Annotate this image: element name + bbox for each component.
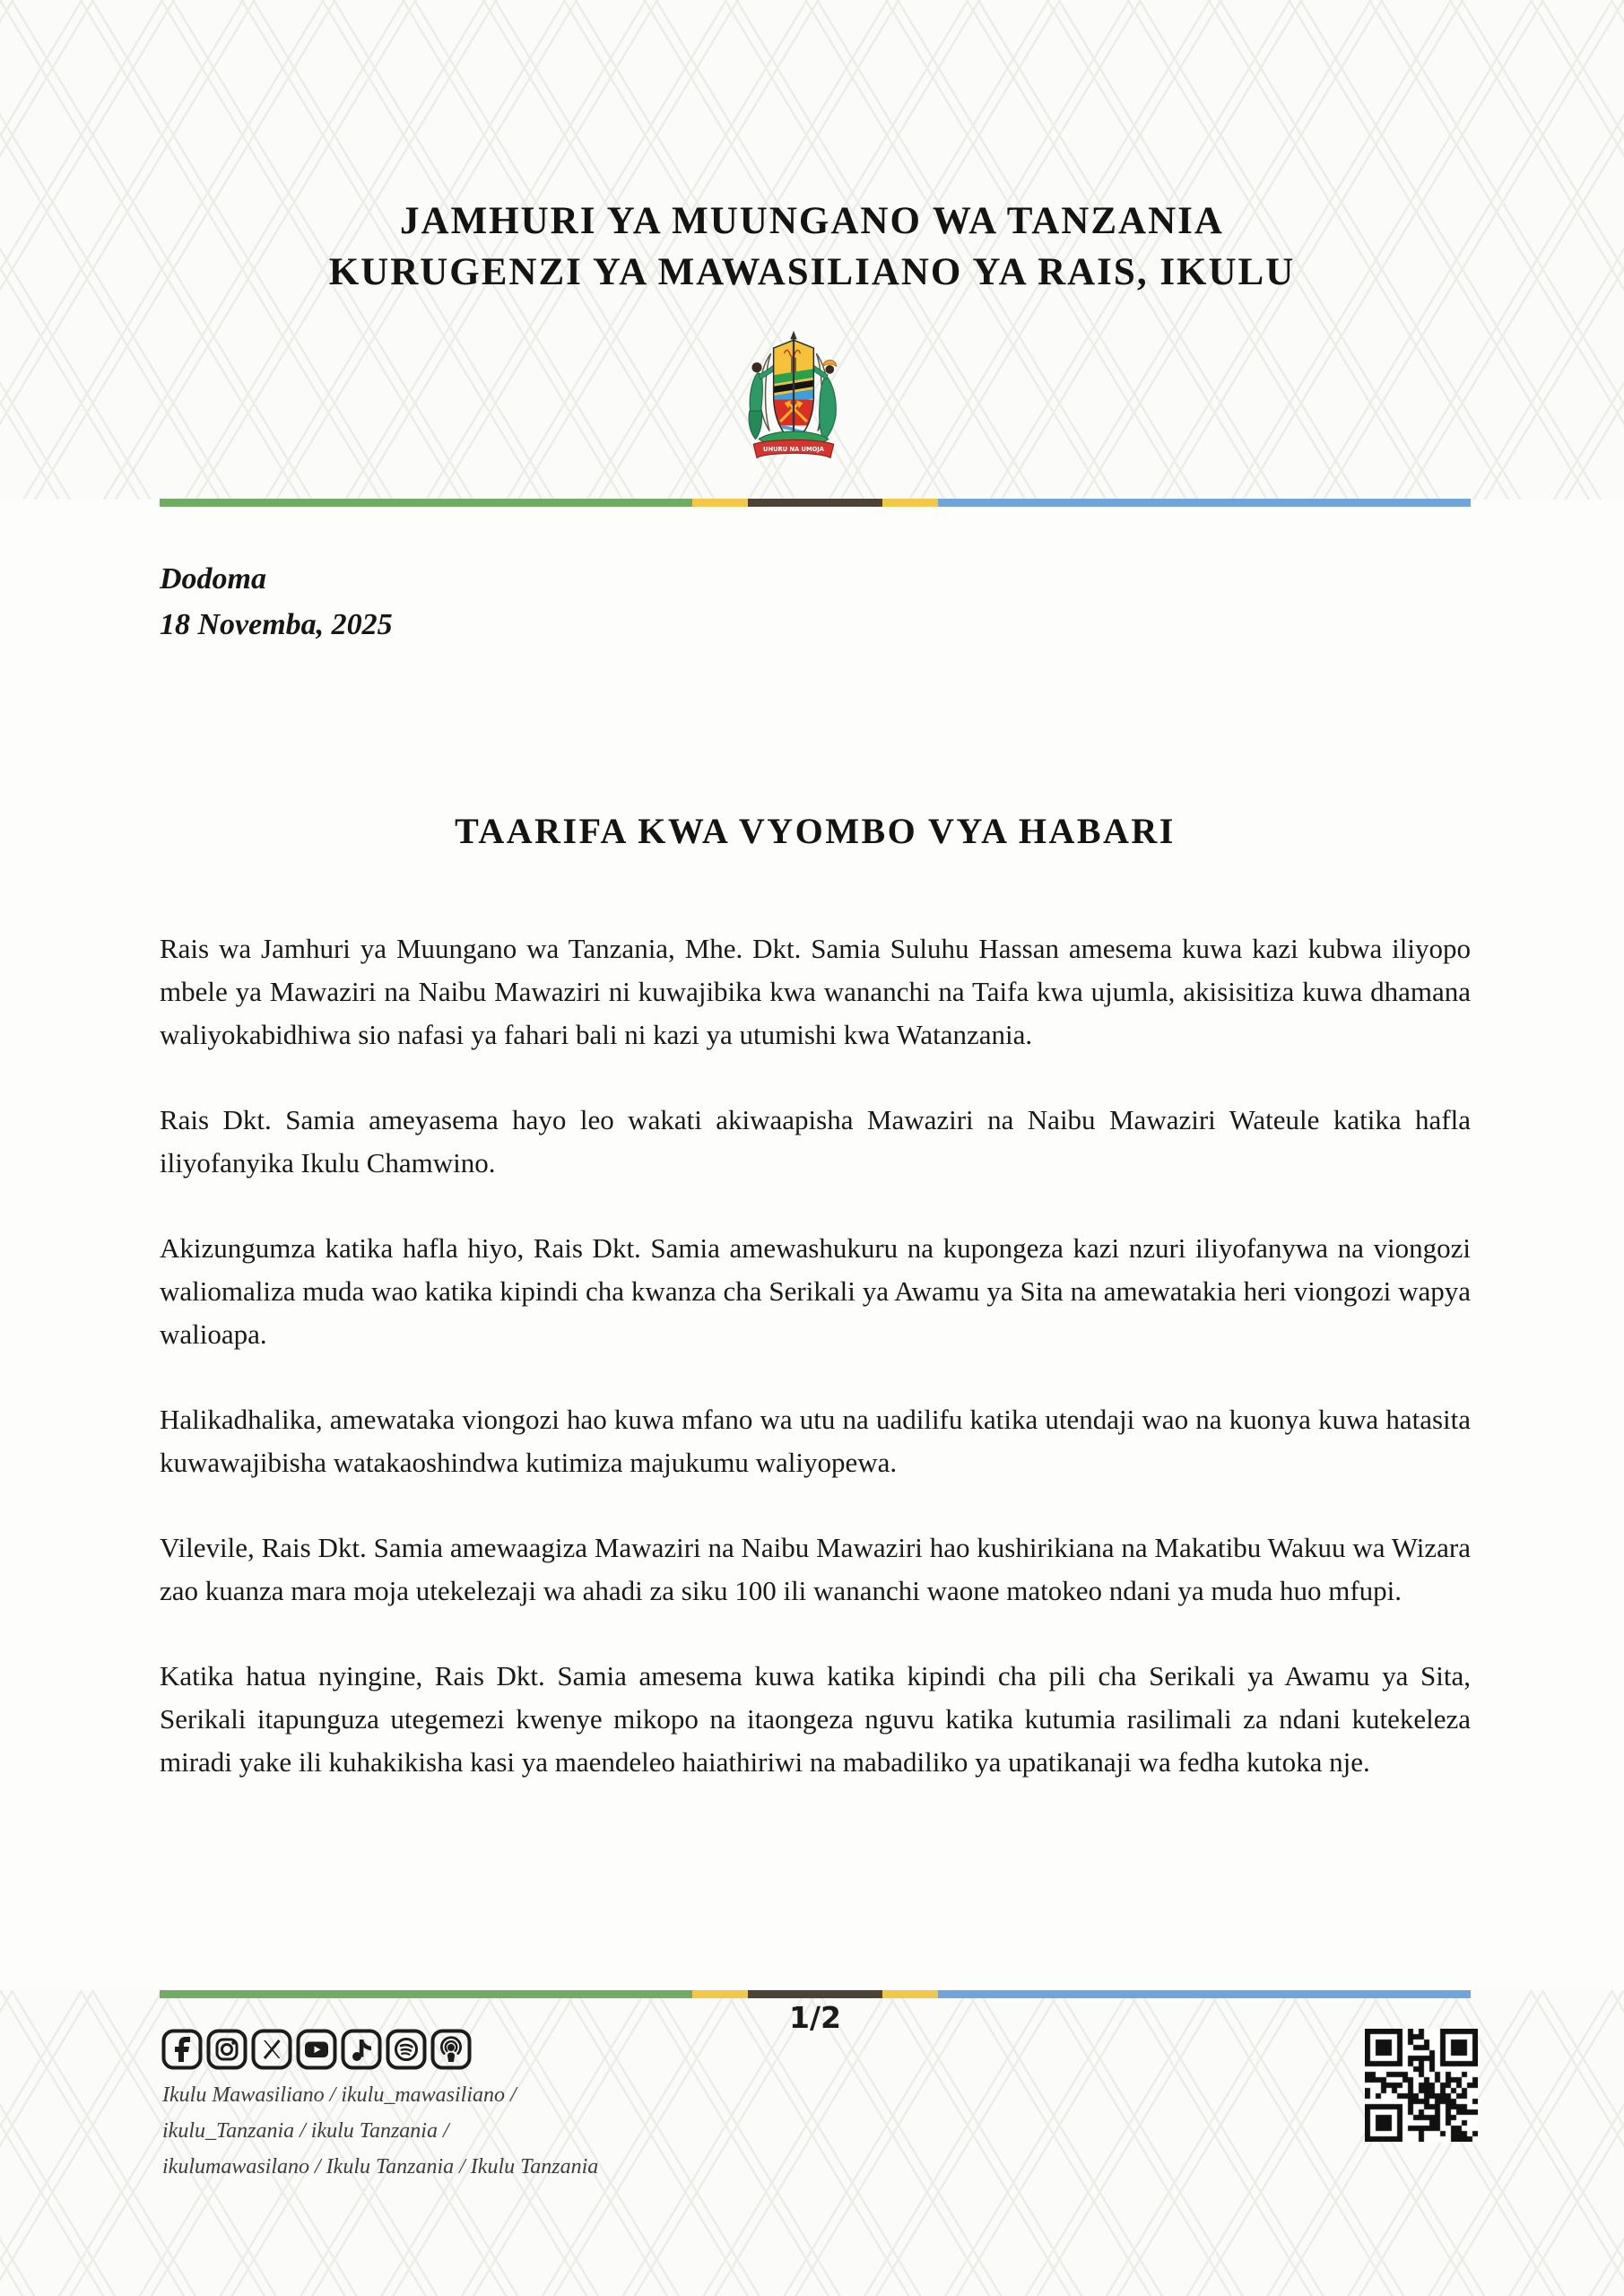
divider-yellow xyxy=(882,1990,939,1998)
coat-of-arms-motto: UHURU NA UMOJA xyxy=(763,445,824,453)
page-title: TAARIFA KWA VYOMBO VYA HABARI xyxy=(455,811,1176,851)
podcast-icon[interactable] xyxy=(430,2029,472,2070)
tiktok-icon[interactable] xyxy=(341,2029,382,2070)
national-colors-divider-top xyxy=(160,499,1471,507)
instagram-icon[interactable] xyxy=(206,2029,248,2070)
facebook-icon[interactable] xyxy=(161,2029,203,2070)
national-colors-divider-bottom xyxy=(160,1990,1471,1998)
dateline xyxy=(160,556,393,648)
qr-code xyxy=(1365,2029,1478,2142)
social-handles-line: ikulu_Tanzania / ikulu Tanzania / xyxy=(162,2119,449,2143)
paragraph: Vilevile, Rais Dkt. Samia amewaagiza Mawaziri na Naibu Mawaziri hao kushirikiana na Makatibu Wakuu wa Wizara zao kuanza mara moja utekelezaji wa ahadi za siku 100 ili wananchi waone matokeo ndani ya muda huo mfupi. xyxy=(160,1532,1471,1606)
divider-blue xyxy=(938,1990,1471,1998)
divider-yellow xyxy=(692,1990,749,1998)
youtube-icon[interactable] xyxy=(296,2029,337,2070)
divider-green xyxy=(160,499,692,507)
dateline-city: Dodoma xyxy=(160,562,266,596)
divider-yellow xyxy=(692,499,749,507)
divider-black xyxy=(748,499,881,507)
paragraph: Rais Dkt. Samia ameyasema hayo leo wakati akiwaapisha Mawaziri na Naibu Mawaziri Wateule katika hafla iliyofanyika Ikulu Chamwino. xyxy=(160,1104,1471,1178)
press-release-body xyxy=(160,927,1471,1784)
divider-yellow xyxy=(882,499,939,507)
social-handles-line: Ikulu Mawasiliano / ikulu_mawasiliano / xyxy=(162,2083,517,2107)
dateline-date: 18 Novemba, 2025 xyxy=(160,608,393,641)
paragraph: Akizungumza katika hafla hiyo, Rais Dkt. Samia amewashukuru na kupongeza kazi nzuri iliyofanywa na viongozi waliomaliza muda wao katika kipindi cha kwanza cha Serikali ya Awamu ya Sita na amewatakia heri viongozi wapya walioapa. xyxy=(160,1232,1471,1350)
paragraph: Halikadhalika, amewataka viongozi hao kuwa mfano wa utu na uadilifu katika utendaji wao na kuonya kuwa hatasita kuwawajibisha watakaoshindwa kutimiza majukumu waliyopewa. xyxy=(160,1404,1471,1478)
divider-black xyxy=(748,1990,881,1998)
x-twitter-icon[interactable] xyxy=(251,2029,292,2070)
divider-green xyxy=(160,1990,692,1998)
page-number: 1/2 xyxy=(789,2000,841,2035)
letterhead-line2: KURUGENZI YA MAWASILIANO YA RAIS, IKULU xyxy=(328,251,1296,293)
tanzania-coat-of-arms-logo xyxy=(720,328,867,474)
social-icons-row xyxy=(161,2029,472,2070)
letterhead-line1: JAMHURI YA MUUNGANO WA TANZANIA xyxy=(400,200,1224,242)
letterhead xyxy=(0,196,1624,298)
paragraph: Katika hatua nyingine, Rais Dkt. Samia amesema kuwa katika kipindi cha pili cha Serikali ya Awamu ya Sita, Serikali itapunguza utegemezi kwenye mikopo na itaongeza nguvu katika kutumia rasilimali za ndani kutekeleza miradi yake ili kuhakikisha kasi ya maendeleo haiathiriwi na mabadiliko ya upatikanaji wa fedha kutoka nje. xyxy=(160,1660,1471,1778)
divider-blue xyxy=(938,499,1471,507)
social-handles-line: ikulumawasilano / Ikulu Tanzania / Ikulu Tanzania xyxy=(162,2155,599,2179)
social-handles xyxy=(162,2077,808,2185)
spotify-icon[interactable] xyxy=(386,2029,427,2070)
paragraph: Rais wa Jamhuri ya Muungano wa Tanzania, Mhe. Dkt. Samia Suluhu Hassan amesema kuwa kazi kubwa iliyopo mbele ya Mawaziri na Naibu Mawaziri ni kuwajibika kwa wananchi na Taifa kwa ujumla, akisisitiza kuwa dhamana waliyokabidhiwa sio nafasi ya fahari bali ni kazi ya utumishi kwa Watanzania. xyxy=(160,933,1471,1050)
